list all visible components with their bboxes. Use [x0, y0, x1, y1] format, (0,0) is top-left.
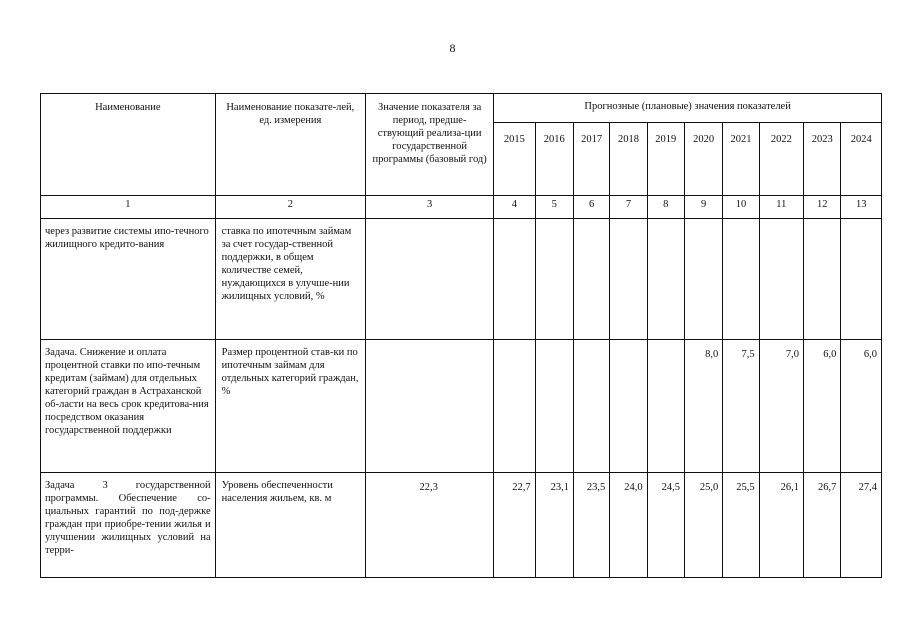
header-name: Наименование: [41, 94, 216, 196]
year-header: 2015: [494, 123, 535, 196]
forecast-value: [841, 219, 882, 340]
page-number: 8: [449, 41, 456, 55]
table-row: [41, 340, 882, 473]
forecast-value: 6,0: [841, 340, 882, 473]
column-number: 2: [215, 196, 365, 219]
forecast-value: 7,5: [723, 340, 759, 473]
year-header: 2019: [647, 123, 684, 196]
forecast-value: [804, 219, 841, 340]
year-header: 2018: [610, 123, 647, 196]
forecast-value: 27,4: [841, 473, 882, 578]
year-header: 2016: [535, 123, 573, 196]
forecast-value: 23,1: [535, 473, 573, 578]
forecast-value: 6,0: [804, 340, 841, 473]
header-forecast: Прогнозные (плановые) значения показателей: [494, 94, 882, 123]
row-base-value: [366, 340, 494, 473]
column-number: 6: [573, 196, 609, 219]
forecast-value: [647, 219, 684, 340]
year-header: 2021: [723, 123, 759, 196]
forecast-value: 26,7: [804, 473, 841, 578]
column-number: 4: [494, 196, 535, 219]
column-number: 12: [804, 196, 841, 219]
row-indicator: ставка по ипотечным займам за счет государ-ственной поддержки, в общем количестве семей, нуждающихся в улучше-нии жилищных условий, %: [215, 219, 365, 340]
forecast-value: [535, 219, 573, 340]
column-number: 1: [41, 196, 216, 219]
forecast-value: 8,0: [684, 340, 722, 473]
row-name: Задача. Снижение и оплата процентной ставки по ипо-течным кредитам (займам) для отдельных категорий граждан в Астраханской об-ласти на весь срок кредитова-ния посредством оказания государственной поддержки: [41, 340, 216, 473]
header-indicator: Наименование показате-лей, ед. измерения: [215, 94, 365, 196]
row-indicator: Уровень обеспеченности населения жильем, кв. м: [215, 473, 365, 578]
column-number: 3: [366, 196, 494, 219]
column-number: 13: [841, 196, 882, 219]
row-base-value: 22,3: [366, 473, 494, 578]
forecast-value: 24,0: [610, 473, 647, 578]
forecast-value: 23,5: [573, 473, 609, 578]
forecast-value: 25,5: [723, 473, 759, 578]
forecast-value: [723, 219, 759, 340]
forecast-value: [759, 219, 803, 340]
forecast-value: 7,0: [759, 340, 803, 473]
column-number: 8: [647, 196, 684, 219]
forecast-value: [494, 219, 535, 340]
forecast-value: [494, 340, 535, 473]
forecast-value: [573, 340, 609, 473]
row-name: через развитие системы ипо-течного жилищного кредито-вания: [41, 219, 216, 340]
forecast-value: 22,7: [494, 473, 535, 578]
row-name: Задача 3 государственной программы. Обеспечение со-циальных гарантий по под-держке граждан при приобре-тении жилья и улучшении жилищных условий на терри-: [41, 473, 216, 578]
forecast-value: [610, 340, 647, 473]
table-row: [41, 219, 882, 340]
header-base-value: Значение показателя за период, предше-ствующий реализа-ции государственной программы (базовый год): [366, 94, 494, 196]
forecast-value: [573, 219, 609, 340]
column-number: 5: [535, 196, 573, 219]
indicators-table: [40, 93, 882, 578]
year-header: 2017: [573, 123, 609, 196]
year-header: 2023: [804, 123, 841, 196]
forecast-value: [610, 219, 647, 340]
forecast-value: 24,5: [647, 473, 684, 578]
column-number: 11: [759, 196, 803, 219]
column-number: 7: [610, 196, 647, 219]
forecast-value: [647, 340, 684, 473]
year-header: 2024: [841, 123, 882, 196]
row-indicator: Размер процентной став-ки по ипотечным займам для отдельных категорий граждан, %: [215, 340, 365, 473]
year-header: 2022: [759, 123, 803, 196]
column-number: 10: [723, 196, 759, 219]
column-numbers-row: [41, 196, 882, 219]
forecast-value: [684, 219, 722, 340]
forecast-value: 25,0: [684, 473, 722, 578]
forecast-value: 26,1: [759, 473, 803, 578]
forecast-value: [535, 340, 573, 473]
table-row: [41, 473, 882, 578]
row-base-value: [366, 219, 494, 340]
year-header: 2020: [684, 123, 722, 196]
column-number: 9: [684, 196, 722, 219]
